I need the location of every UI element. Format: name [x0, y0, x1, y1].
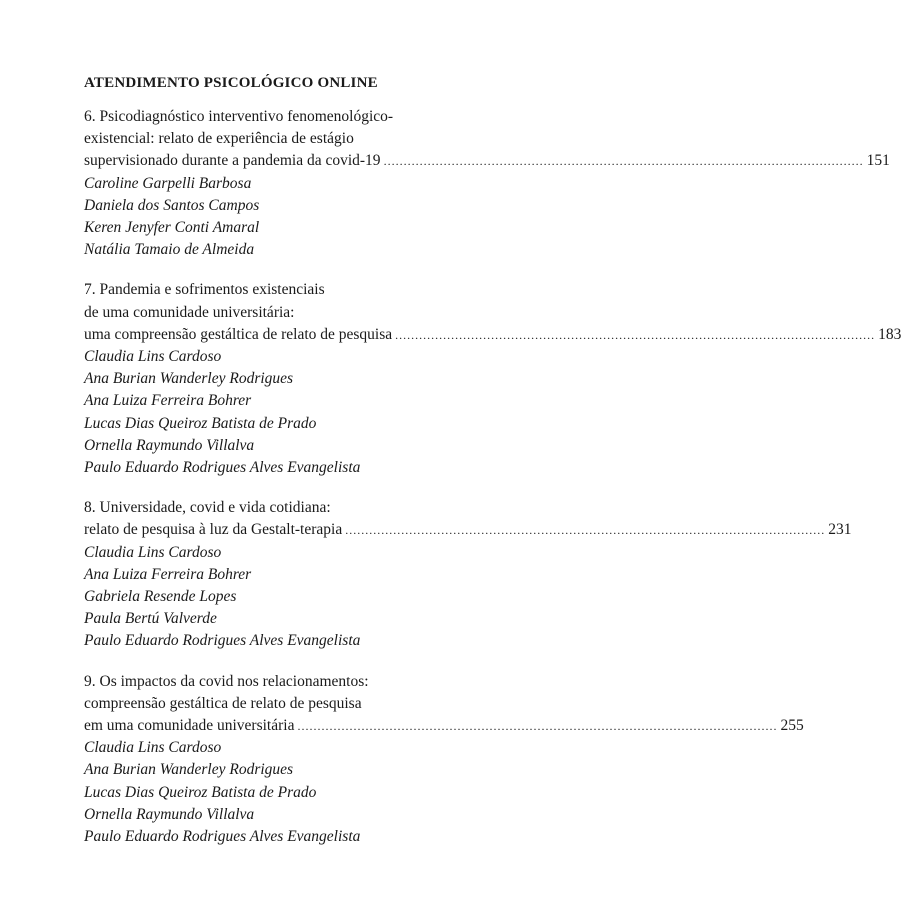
- entry-title-text: supervisionado durante a pandemia da covid-19: [84, 152, 381, 170]
- author-name: Daniela dos Santos Campos: [84, 196, 260, 214]
- entry-title-last-line: [84, 150, 890, 172]
- entry-title-last-line: [84, 324, 901, 346]
- author-name: Keren Jenyfer Conti Amaral: [84, 219, 260, 237]
- page-number: 183: [878, 325, 901, 343]
- author-name: Paula Bertú Valverde: [84, 610, 217, 628]
- toc-page: [84, 72, 901, 866]
- dot-leader: ........................................................................................................................: [383, 154, 864, 169]
- author-name: Claudia Lins Cardoso: [84, 543, 222, 561]
- entry-title-text: uma compreensão gestáltica de relato de pesquisa: [84, 325, 393, 343]
- entry-title-last-line: [84, 519, 852, 541]
- entry-title-text: relato de pesquisa à luz da Gestalt-terapia: [84, 521, 343, 539]
- entry-title-line: 6. Psicodiagnóstico interventivo fenomenológico-: [84, 108, 394, 125]
- dot-leader: ........................................................................................................................: [345, 523, 826, 538]
- toc-entry-8: [84, 497, 852, 652]
- author-name: Ana Luiza Ferreira Bohrer: [84, 565, 252, 583]
- author-name: Ana Burian Wanderley Rodrigues: [84, 761, 294, 779]
- author-name: Paulo Eduardo Rodrigues Alves Evangelista: [84, 459, 361, 477]
- author-name: Lucas Dias Queiroz Batista de Prado: [84, 414, 317, 432]
- author-name: Caroline Garpelli Barbosa: [84, 174, 252, 192]
- entry-title-line: compreensão gestáltica de relato de pesquisa: [84, 694, 362, 712]
- entry-title-line: existencial: relato de experiência de estágio: [84, 130, 354, 148]
- author-name: Ana Luiza Ferreira Bohrer: [84, 392, 252, 410]
- author-name: Gabriela Resende Lopes: [84, 588, 237, 606]
- author-name: Ornella Raymundo Villalva: [84, 805, 255, 823]
- section-title: ATENDIMENTO PSICOLÓGICO ONLINE: [84, 75, 378, 91]
- page-number: 255: [780, 717, 804, 735]
- author-name: Claudia Lins Cardoso: [84, 739, 222, 757]
- toc-entry-9: [84, 671, 804, 849]
- dot-leader: ........................................................................................................................: [395, 327, 876, 342]
- author-name: Claudia Lins Cardoso: [84, 348, 222, 366]
- author-name: Ornella Raymundo Villalva: [84, 436, 255, 454]
- author-name: Paulo Eduardo Rodrigues Alves Evangelista: [84, 828, 361, 846]
- author-name: Lucas Dias Queiroz Batista de Prado: [84, 783, 317, 801]
- entry-title-text: em uma comunidade universitária: [84, 717, 295, 735]
- entry-title-line: 8. Universidade, covid e vida cotidiana:: [84, 499, 331, 517]
- entry-title-last-line: [84, 715, 804, 737]
- page-number: 151: [866, 152, 890, 170]
- entry-title-line: de uma comunidade universitária:: [84, 303, 295, 321]
- page-number: 231: [828, 521, 852, 539]
- toc-entry-6: [84, 106, 890, 261]
- author-name: Ana Burian Wanderley Rodrigues: [84, 370, 294, 388]
- dot-leader: ........................................................................................................................: [297, 719, 778, 734]
- author-name: Paulo Eduardo Rodrigues Alves Evangelista: [84, 632, 361, 650]
- entry-title-line: 7. Pandemia e sofrimentos existenciais: [84, 281, 325, 299]
- entry-title-line: 9. Os impactos da covid nos relacionamentos:: [84, 672, 369, 690]
- author-name: Natália Tamaio de Almeida: [84, 241, 255, 259]
- toc-entry-7: [84, 279, 901, 479]
